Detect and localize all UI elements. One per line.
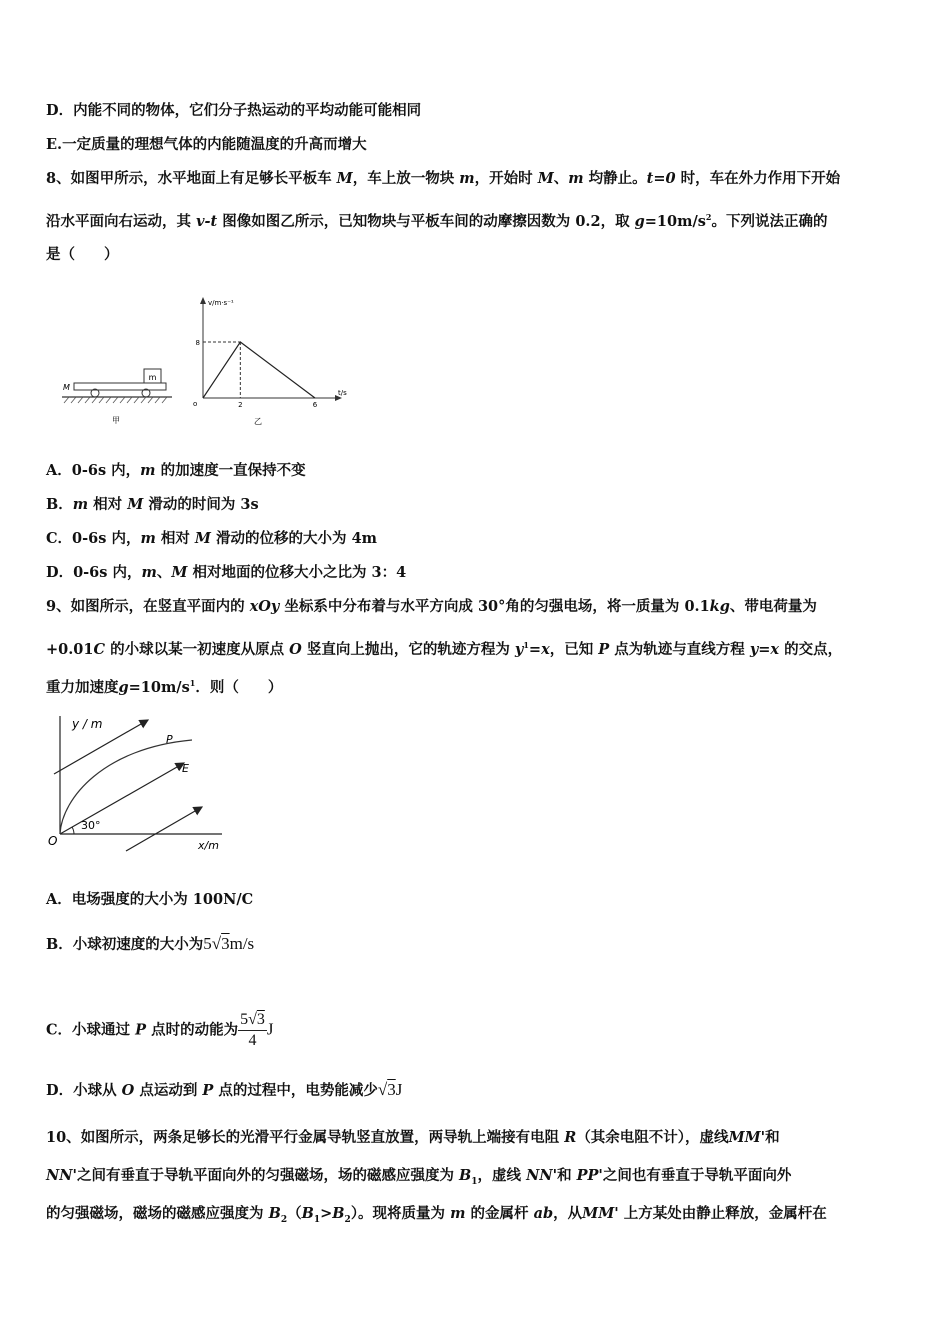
q8-option-d: D．0-6s 内，m、M 相对地面的位移大小之比为 3：4 bbox=[46, 564, 407, 581]
q8-stem-line1: 8、如图甲所示，水平地面上有足够长平板车 M，车上放一物块 m，开始时 M、m 均静止。t=0 时，车在外力作用下开始 bbox=[46, 170, 841, 187]
prev-option-e: E.一定质量的理想气体的内能随温度的升高而增大 bbox=[46, 136, 367, 153]
field-E-label: E bbox=[182, 762, 189, 775]
y-tick-label: 8 bbox=[195, 339, 200, 347]
point-P-label: P bbox=[166, 733, 173, 746]
q8-stem-line2: 沿水平面向右运动，其 v-t 图像如图乙所示，已知物块与平板车间的动摩擦因数为 0.2，取 $g=10m/s^2$。下列说法正确的 bbox=[46, 212, 828, 230]
q10-stem-line2: NN'之间有垂直于导轨平面向外的匀强磁场，场的磁感应强度为 $B_1$，虚线 NN'和 PP'之间也有垂直于导轨平面向外 bbox=[46, 1167, 792, 1187]
q9-stem-line1: 9、如图所示，在竖直平面内的 xOy 坐标系中分布着与水平方向成 30°角的匀强电场，将一质量为 0.1kg、带电荷量为 bbox=[46, 598, 817, 615]
x-tick-label-1: 2 bbox=[238, 401, 243, 409]
prev-option-d: D．内能不同的物体，它们分子热运动的平均动能可能相同 bbox=[46, 102, 422, 119]
q10-stem-line3: 的匀强磁场，磁场的磁感应强度为 $B_2(B_1>B_2)$。现将质量为 m 的金属杆 ab，从MM' 上方某处由静止释放，金属杆在 bbox=[46, 1205, 827, 1225]
origin-label: o bbox=[193, 400, 198, 408]
q8-stem-line3: 是（ ） bbox=[46, 246, 119, 263]
y-axis-arrow bbox=[200, 297, 206, 304]
x-axis-label: t/s bbox=[338, 389, 347, 397]
q9-field-figure bbox=[44, 708, 234, 858]
q9-option-c: C．小球通过 P 点时的动能为 $\frac{5√3}{4}$ J bbox=[46, 1011, 274, 1049]
field-line-3 bbox=[126, 807, 202, 851]
field-line-2 bbox=[60, 763, 184, 834]
origin-label: O bbox=[48, 834, 58, 848]
block-m-label: m bbox=[148, 373, 157, 382]
q9-option-a: A．电场强度的大小为 100N/C bbox=[46, 891, 254, 908]
angle-arc bbox=[72, 827, 74, 834]
q9-stem-line2: +0.01C 的小球以某一初速度从原点 O 竖直向上抛出，它的轨迹方程为 $y^1=x$，已知 P 点为轨迹与直线方程 y=x 的交点， bbox=[46, 640, 843, 658]
q9-option-b: B．小球初速度的大小为5√3m/s bbox=[46, 934, 255, 953]
caption-jia: 甲 bbox=[112, 416, 120, 425]
q9-b-math: 5√3m/s bbox=[203, 934, 255, 953]
q8-option-c: C．0-6s 内，m 相对 M 滑动的位移的大小为 4m bbox=[46, 530, 378, 547]
angle-label: 30° bbox=[81, 819, 101, 832]
x-axis-label: x/m bbox=[198, 839, 219, 852]
q8-figure-jia bbox=[60, 360, 190, 430]
q8-option-a: A．0-6s 内，m 的加速度一直保持不变 bbox=[46, 462, 306, 479]
y-axis-label: v/m·s⁻¹ bbox=[208, 299, 234, 307]
q10-stem-line1: 10、如图所示，两条足够长的光滑平行金属导轨竖直放置，两导轨上端接有电阻 R（其余电阻不计），虚线MM'和 bbox=[46, 1129, 780, 1146]
y-axis-label: y / m bbox=[72, 717, 103, 731]
trajectory-curve bbox=[60, 740, 192, 834]
cart-M-label: M bbox=[63, 383, 70, 392]
caption-yi: 乙 bbox=[254, 417, 262, 426]
x-tick-label-2: 6 bbox=[312, 401, 318, 409]
q9-stem-line3: 重力加速度$g=10m/s^1$．则（ ） bbox=[46, 678, 283, 696]
cart-board bbox=[74, 383, 166, 390]
q9-option-d: D．小球从 O 点运动到 P 点的过程中，电势能减少√3J bbox=[46, 1080, 403, 1099]
q8-option-b: B．m 相对 M 滑动的时间为 3s bbox=[46, 496, 259, 513]
ground-hatch bbox=[64, 397, 167, 403]
q9-d-math: √3J bbox=[377, 1080, 403, 1099]
vt-series-line bbox=[203, 342, 315, 398]
q8-vt-chart bbox=[188, 294, 358, 429]
q9-c-fraction: $\frac{5√3}{4}$ bbox=[240, 1011, 265, 1049]
